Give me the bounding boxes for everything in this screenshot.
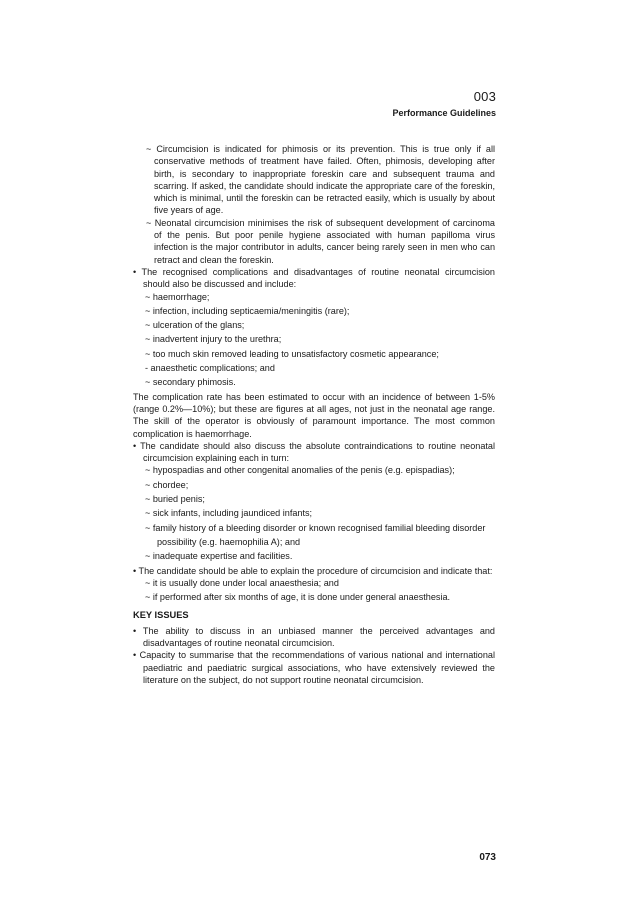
document-body bbox=[133, 143, 495, 686]
page-number: 073 bbox=[479, 852, 496, 863]
subpoint-phimosis: ~ Circumcision is indicated for phimosis or its prevention. This is true only if all conservative methods of treatment have failed. Often, phimosis, developing after birth, is secondary to inappropriate foreskin care and subsequent trauma and scarring. If asked, the candidate should indicate the appropriate care of the foreskin, which is minimal, until the foreskin can be retracted easily, which is usually by about five years of age. bbox=[146, 144, 495, 216]
list-item: ~ infection, including septicaemia/meningitis (rare); bbox=[145, 305, 350, 316]
list-item: ~ chordee; bbox=[145, 479, 189, 490]
list-item: ~ hypospadias and other congenital anomalies of the penis (e.g. epispadias); bbox=[145, 465, 455, 476]
list-item: possibility (e.g. haemophilia A); and bbox=[157, 536, 301, 547]
contraindications-list bbox=[133, 464, 495, 562]
key-issue-item: • Capacity to summarise that the recommendations of various national and international paediatric and paediatric surgical associations, who have extensively reviewed the literature on the subject, do not support routine neonatal circumcision. bbox=[133, 650, 495, 685]
list-item: ~ too much skin removed leading to unsatisfactory cosmetic appearance; bbox=[145, 348, 439, 359]
procedure-intro: • The candidate should be able to explain the procedure of circumcision and indicate that: bbox=[133, 565, 493, 576]
page-label: 003 bbox=[473, 89, 496, 104]
complications-list bbox=[133, 291, 495, 389]
complications-intro: • The recognised complications and disadvantages of routine neonatal circumcision should also be discussed and include: bbox=[133, 266, 495, 290]
list-item: ~ it is usually done under local anaesthesia; and bbox=[145, 577, 339, 588]
list-item: ~ secondary phimosis. bbox=[145, 377, 236, 388]
contraindications-intro: • The candidate should also discuss the absolute contraindications to routine neonatal circumcision explaining each in turn: bbox=[133, 440, 495, 464]
procedure-list bbox=[133, 577, 495, 604]
list-item: ~ haemorrhage; bbox=[145, 291, 210, 302]
list-item: ~ sick infants, including jaundiced infants; bbox=[145, 508, 313, 519]
list-item: ~ inadequate expertise and facilities. bbox=[145, 551, 293, 562]
list-item: ~ buried penis; bbox=[145, 494, 205, 505]
list-item: - anaesthetic complications; and bbox=[145, 363, 275, 374]
list-item: ~ if performed after six months of age, it is done under general anaesthesia. bbox=[145, 592, 451, 603]
key-issues-heading: KEY ISSUES bbox=[133, 610, 189, 621]
key-issue-item: • The ability to discuss in an unbiased manner the perceived advantages and disadvantages of routine neonatal circumcision. bbox=[133, 625, 495, 648]
list-item: ~ ulceration of the glans; bbox=[145, 320, 245, 331]
subpoint-carcinoma: ~ Neonatal circumcision minimises the risk of subsequent development of carcinoma of the penis. But poor penile hygiene associated with human papilloma virus infection is the major contributor in adults, cancer being rarely seen in men who can retract and clean the foreskin. bbox=[146, 217, 495, 265]
running-head: Performance Guidelines bbox=[392, 108, 496, 118]
complication-rate-paragraph: The complication rate has been estimated to occur with an incidence of between 1-5% (range 0.2%—10%); but these are figures at all ages, not just in the neonatal age range. The skill of the operator is obviously of paramount importance. The most common complication is haemorrhage. bbox=[133, 391, 495, 439]
list-item: ~ family history of a bleeding disorder or known recognised familial bleeding disorder bbox=[145, 522, 486, 533]
list-item: ~ inadvertent injury to the urethra; bbox=[145, 334, 282, 345]
